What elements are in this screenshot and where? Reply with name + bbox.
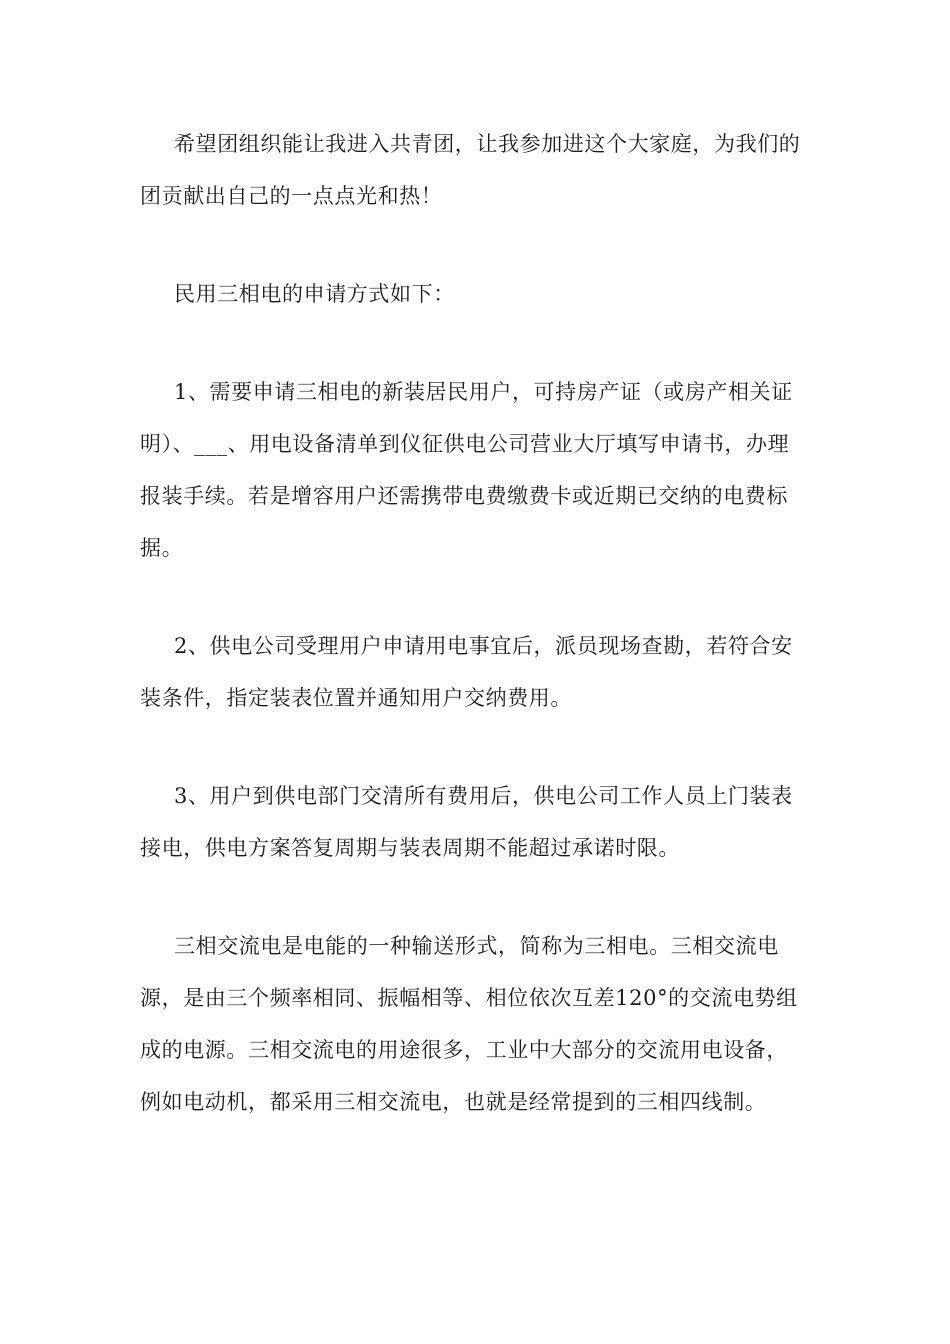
document-page <box>140 118 805 1128</box>
paragraph-step-2: 2、供电公司受理用户申请用电事宜后，派员现场查勘，若符合安装条件，指定装表位置并通知用户交纳费用。 <box>140 634 793 710</box>
paragraph-step-3: 3、用户到供电部门交清所有费用后，供电公司工作人员上门装表接电，供电方案答复周期与装表周期不能超过承诺时限。 <box>140 784 793 860</box>
paragraph-step-1: 1、需要申请三相电的新装居民用户，可持房产证（或房产相关证明）、___、用电设备清单到仪征供电公司营业大厅填写申请书，办理报装手续。若是增容用户还需携带电费缴费卡或近期已交纳的电费标据。 <box>140 380 793 560</box>
paragraph-three-phase-definition: 三相交流电是电能的一种输送形式，简称为三相电。三相交流电源，是由三个频率相同、振幅相等、相位依次互差120°的交流电势组成的电源。三相交流电的用途很多，工业中大部分的交流用电设备，例如电动机，都采用三相交流电，也就是经常提到的三相四线制。 <box>140 934 798 1114</box>
paragraph-join-league: 希望团组织能让我进入共青团，让我参加进这个大家庭，为我们的团贡献出自己的一点点光和热！ <box>140 132 801 208</box>
paragraph-application-intro: 民用三相电的申请方式如下： <box>174 282 455 306</box>
